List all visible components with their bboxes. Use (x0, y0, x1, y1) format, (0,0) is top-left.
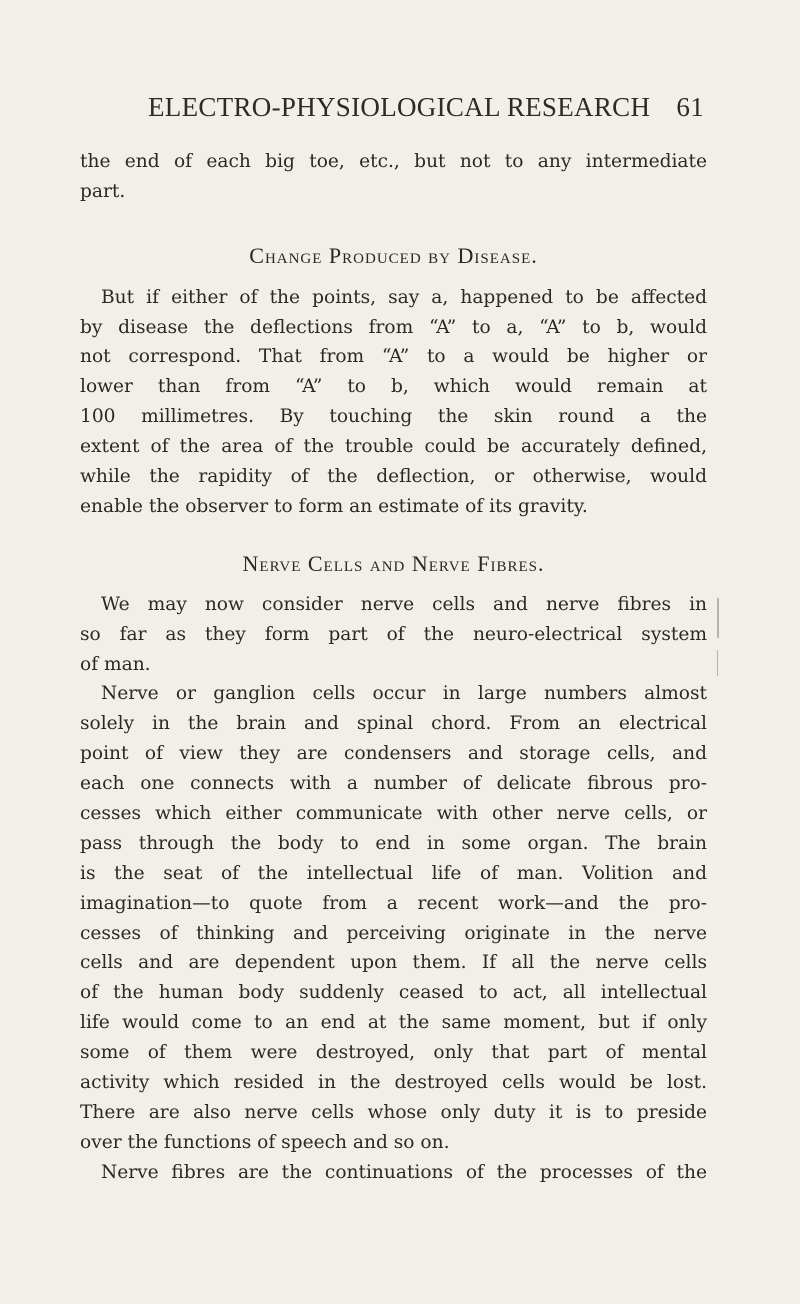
paragraph-ganglion-cells (80, 679, 707, 1157)
running-head-title: ELECTRO-PHYSIOLOGICAL RESEARCH (148, 92, 651, 122)
text-line: solely in the brain and spinal chord. From an electrical (80, 713, 707, 735)
running-head (148, 92, 704, 132)
text-line: the end of each big toe, etc., but not to any intermediate (80, 151, 707, 172)
text-line: so far as they form part of the neuro-electrical system (80, 623, 707, 645)
margin-mark (717, 598, 719, 638)
text-line: is the seat of the intellectual life of man. Volition and (80, 862, 707, 884)
text-line: cesses which either communicate with other nerve cells, or (80, 802, 707, 824)
section-heading-nerve-cells: Nerve Cells and Nerve Fibres. (242, 550, 545, 576)
text-line: imagination—to quote from a recent work—and the pro- (80, 892, 707, 914)
text-line: pass through the body to end in some organ. The brain (80, 832, 707, 854)
text-line: There are also nerve cells whose only duty it is to preside (80, 1101, 707, 1123)
text-line: by disease the deflections from “A” to a, “A” to b, would (80, 316, 707, 338)
text-line: cesses of thinking and perceiving originate in the nerve (80, 922, 707, 944)
margin-mark (717, 650, 718, 676)
text-line: while the rapidity of the deflection, or otherwise, would (80, 466, 707, 488)
text-line: not correspond. That from “A” to a would be higher or (80, 346, 707, 368)
paragraph-nerve-fibres (80, 1158, 707, 1188)
text-line: enable the observer to form an estimate of its gravity. (80, 495, 588, 517)
text-line: of man. (80, 653, 151, 675)
text-line: Nerve or ganglion cells occur in large numbers almost (101, 683, 707, 705)
text-line: lower than from “A” to b, which would remain at (80, 376, 707, 398)
page-number: 61 (676, 92, 704, 122)
text-line: point of view they are condensers and storage cells, and (80, 743, 707, 765)
text-line: life would come to an end at the same moment, but if only (80, 1012, 707, 1034)
section-heading-disease: Change Produced by Disease. (249, 242, 538, 268)
body-text (80, 147, 707, 1188)
paragraph-disease (80, 283, 707, 522)
paragraph-nerve-intro (80, 590, 707, 680)
text-line: extent of the area of the trouble could be accurately defined, (80, 436, 707, 458)
text-line: part. (80, 180, 126, 202)
text-line: of the human body suddenly ceased to act, all intellectual (80, 982, 707, 1004)
text-line: But if either of the points, say a, happened to be affected (101, 286, 707, 308)
text-line: activity which resided in the destroyed cells would be lost. (80, 1071, 707, 1093)
continued-paragraph (80, 147, 707, 207)
text-line: 100 millimetres. By touching the skin round a the (80, 406, 707, 428)
text-line: each one connects with a number of delicate fibrous pro- (80, 773, 707, 795)
text-line: over the functions of speech and so on. (80, 1131, 450, 1153)
text-line: We may now consider nerve cells and nerve fibres in (101, 593, 707, 615)
text-line: Nerve fibres are the continuations of the processes of the (101, 1161, 707, 1183)
text-line: cells and are dependent upon them. If all the nerve cells (80, 952, 707, 974)
text-line: some of them were destroyed, only that part of mental (80, 1042, 707, 1064)
